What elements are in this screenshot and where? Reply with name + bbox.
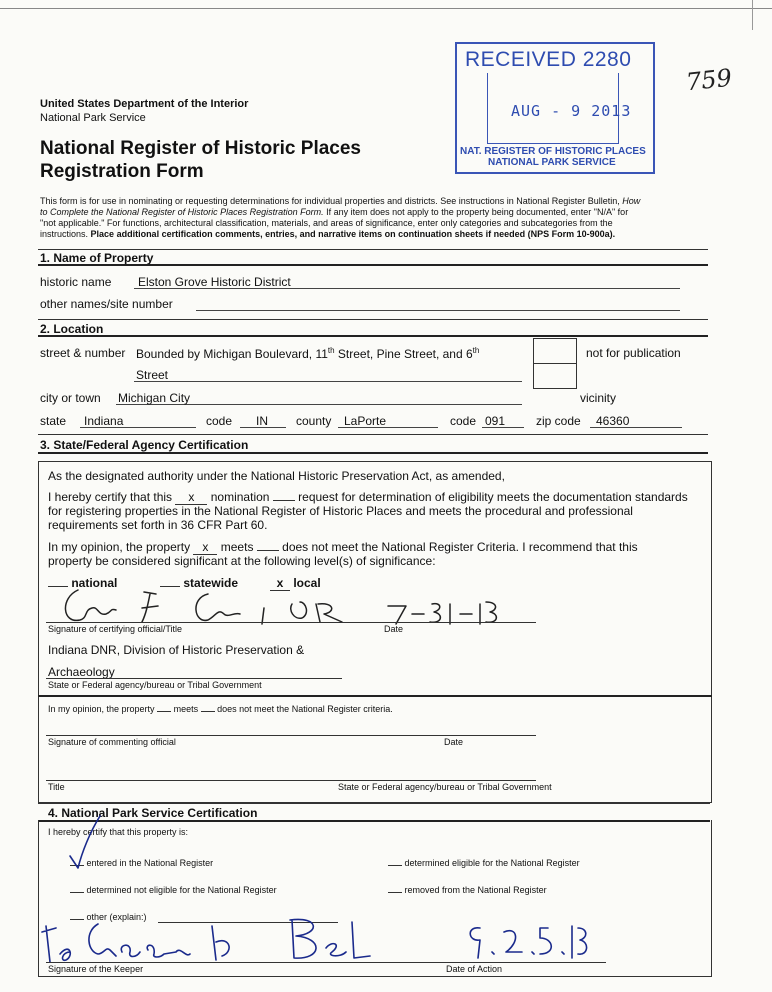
stamp-date: AUG - 9 2013 [511,102,632,120]
rule [38,434,708,435]
received-stamp [455,42,655,174]
county-code-label: code [450,414,477,428]
rule [38,695,712,697]
stamp-received: RECEIVED 2280 [465,48,632,71]
title-label: Title [48,782,65,792]
cert-para-4: requirements set forth in 36 CFR Part 60. [48,518,268,532]
street-label: street & number [40,346,126,360]
street-value: Bounded by Michigan Boulevard, 11th Street, Pine Street, and 6th [136,346,480,361]
form-subtitle: Registration Form [40,161,204,182]
historic-name-label: historic name [40,275,112,289]
vicinity-checkbox[interactable] [533,363,577,389]
state-value: Indiana [84,414,124,428]
level-local[interactable]: x local [270,576,321,591]
cert-para-1: As the designated authority under the National Historic Preservation Act, as amended, [48,469,505,483]
not-for-publication-checkbox[interactable] [533,338,577,364]
commenting-opinion: In my opinion, the property meets does not meet the National Register criteria. [48,704,393,714]
keeper-signature-label: Signature of the Keeper [48,964,144,974]
city-value: Michigan City [118,391,191,405]
stamp-line-1: NAT. REGISTER OF HISTORIC PLACES [460,146,646,157]
keeper-signature [40,912,380,972]
vicinity-label: vicinity [580,391,617,405]
rule [38,452,708,454]
historic-name-value: Elston Grove Historic District [138,275,291,289]
code-value: IN [256,414,268,428]
level-statewide[interactable]: statewide [160,576,238,590]
cert-para-3: for registering properties in the National Register of Historic Places and meets the procedural and professional [48,504,633,518]
rule [38,335,708,337]
action-date-text [466,930,469,931]
option-removed[interactable]: removed from the National Register [388,885,547,895]
intro-line-2: to Complete the National Register of Historic Places Registration Form. If any item does not apply to the property being documented, enter "N/A" for [40,207,629,217]
signature-line [46,735,536,736]
intro-line-1: This form is for use in nominating or requesting determinations for individual properties and districts. See instructions in National Register Bulletin, How [40,196,641,206]
date-of-action-label: Date of Action [446,964,503,974]
stamp-line-2: NATIONAL PARK SERVICE [488,157,616,168]
handwritten-number: 759 [684,63,734,97]
certifying-date-text [384,596,387,597]
county-code-value: 091 [485,414,506,428]
county-value: LaPorte [344,414,387,428]
agency-value-2: Archaeology [48,665,115,679]
state-label: state [40,414,67,428]
other-names-field[interactable] [196,296,680,311]
county-label: county [296,414,332,428]
rule [38,319,708,320]
signature-line [46,962,606,963]
check-mark-icon [64,812,104,872]
option-other[interactable]: other (explain:) [70,912,147,922]
street-value-2: Street [136,368,169,382]
scan-edge-line [0,8,772,9]
option-entered[interactable]: entered in the National Register [70,858,213,868]
agency-name: National Park Service [40,112,146,124]
other-names-label: other names/site number [40,297,173,311]
city-label: city or town [40,391,101,405]
signature-line [46,622,536,623]
section-1-heading: 1. Name of Property [40,251,154,265]
scan-edge-line [752,0,753,30]
section-4-heading: 4. National Park Service Certification [48,806,258,820]
commenting-date-label: Date [444,737,464,747]
commenting-signature-label: Signature of commenting official [48,737,176,747]
level-national[interactable]: national [48,576,117,590]
signature-line [46,780,536,781]
rule [38,803,710,804]
code-label: code [206,414,233,428]
agency-value-1: Indiana DNR, Division of Historic Preservation & [48,643,305,657]
signature-line [46,678,342,679]
intro-line-3: "not applicable." For functions, architectural classification, materials, and areas of significance, enter only categories and subcategories from the [40,218,613,228]
agency-label-2: State or Federal agency/bureau or Tribal Government [338,782,552,792]
zip-label: zip code [536,414,581,428]
option-determined-eligible[interactable]: determined eligible for the National Register [388,858,580,868]
cert-para-6: property be considered significant at the following level(s) of significance: [48,554,436,568]
rule [38,249,708,250]
not-for-publication-label: not for publication [586,346,681,360]
dept-name: United States Department of the Interior [40,98,249,110]
action-date-handwritten [462,918,592,968]
form-title: National Register of Historic Places [40,138,361,159]
cert-para-5: In my opinion, the property x meets does not meet the National Register Criteria. I recommend that this [48,540,638,554]
zip-value: 46360 [596,414,630,428]
rule [38,264,708,266]
certifying-signature-label: Signature of certifying official/Title [48,624,183,634]
option-not-eligible[interactable]: determined not eligible for the National Register [70,885,277,895]
intro-line-4: instructions. Place additional certification comments, entries, and narrative items on continuation sheets if needed (NPS Form 10-900a). [40,229,616,239]
nps-certify-text: I hereby certify that this property is: [48,827,189,837]
agency-label: State or Federal agency/bureau or Tribal Government [48,680,262,690]
street-underline [134,381,522,382]
cert-para-2: I hereby certify that this x nomination request for determination of eligibility meets the documentation standards [48,490,688,504]
section-2-heading: 2. Location [40,322,104,336]
certifying-date-label: Date [384,624,404,634]
section-3-heading: 3. State/Federal Agency Certification [40,438,249,452]
